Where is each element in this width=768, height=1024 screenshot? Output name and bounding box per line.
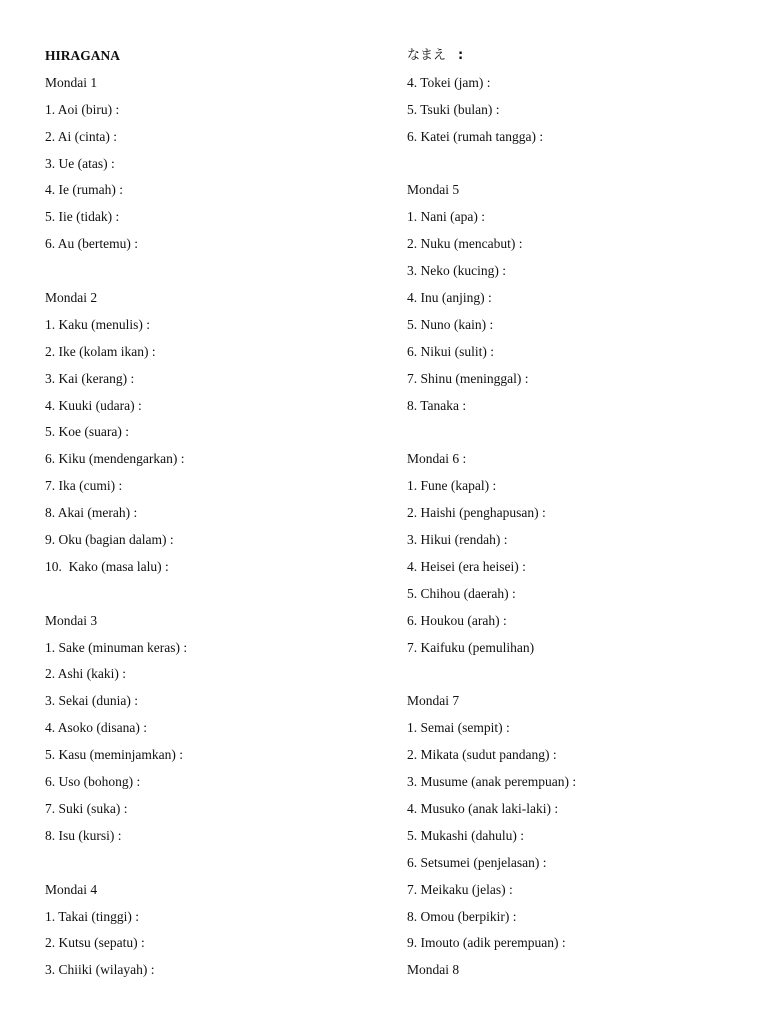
spacer [407, 661, 737, 688]
mondai-5-section [407, 177, 737, 419]
list-item: 4. Musuko (anak laki-laki) : [407, 800, 559, 816]
list-item: 2. Ai (cinta) : [45, 128, 117, 144]
list-item: 2. Kutsu (sepatu) : [45, 935, 145, 951]
list-item: 2. Ashi (kaki) : [45, 666, 126, 682]
list-item: 6. Setsumei (penjelasan) : [407, 854, 547, 870]
mondai-2-section [45, 285, 375, 581]
list-item: 3. Neko (kucing) : [407, 263, 506, 279]
spacer [45, 850, 375, 877]
list-item: 5. Chihou (daerah) : [407, 585, 516, 601]
list-item: 1. Aoi (biru) : [45, 101, 120, 117]
list-item: 4. Asoko (disana) : [45, 720, 147, 736]
list-item: 6. Nikui (sulit) : [407, 343, 494, 359]
list-item: 4. Tokei (jam) : [407, 74, 491, 90]
mondai-2-heading: Mondai 2 [45, 290, 98, 306]
mondai-7-section [407, 688, 737, 957]
list-item: 8. Omou (berpikir) : [407, 908, 517, 924]
list-item: 5. Kasu (meminjamkan) : [45, 747, 183, 763]
list-item: 6. Au (bertemu) : [45, 236, 138, 252]
list-item: 7. Ika (cumi) : [45, 478, 123, 494]
list-item: 2. Ike (kolam ikan) : [45, 343, 156, 359]
list-item: 1. Nani (apa) : [407, 209, 485, 225]
mondai-8-section [407, 957, 737, 984]
list-item: 10. Kako (masa lalu) : [45, 558, 169, 574]
list-item: 3. Kai (kerang) : [45, 370, 135, 386]
list-item: 8. Tanaka : [407, 397, 467, 413]
list-item: 3. Hikui (rendah) : [407, 532, 508, 548]
list-item: 2. Mikata (sudut pandang) : [407, 747, 557, 763]
list-item: 4. Inu (anjing) : [407, 290, 492, 306]
mondai-1-heading: Mondai 1 [45, 74, 98, 90]
list-item: 7. Suki (suka) : [45, 800, 128, 816]
list-item: 3. Chiiki (wilayah) : [45, 962, 155, 978]
list-item: 4. Ie (rumah) : [45, 182, 123, 198]
list-item: 8. Akai (merah) : [45, 505, 138, 521]
mondai-6-section [407, 446, 737, 661]
left-column [45, 43, 375, 984]
list-item: 6. Uso (bohong) : [45, 774, 141, 790]
list-item: 9. Oku (bagian dalam) : [45, 532, 174, 548]
spacer [45, 258, 375, 285]
list-item: 1. Semai (sempit) : [407, 720, 510, 736]
spacer [45, 581, 375, 608]
list-item: 5. Koe (suara) : [45, 424, 129, 440]
page-title: HIRAGANA [45, 48, 121, 63]
list-item: 7. Shinu (meninggal) : [407, 370, 529, 386]
list-item: 5. Mukashi (dahulu) : [407, 827, 524, 843]
list-item: 5. Nuno (kain) : [407, 316, 494, 332]
list-item: 7. Kaifuku (pemulihan) [407, 639, 535, 655]
name-label: なまえ [407, 48, 447, 63]
list-item: 5. Iie (tidak) : [45, 209, 120, 225]
mondai-4-section [45, 877, 375, 985]
mondai-4-continued-section [407, 70, 737, 151]
list-item: 6. Houkou (arah) : [407, 612, 507, 628]
mondai-3-heading: Mondai 3 [45, 612, 98, 628]
right-column [407, 43, 737, 984]
spacer [407, 151, 737, 178]
list-item: 2. Haishi (penghapusan) : [407, 505, 546, 521]
list-item: 1. Fune (kapal) : [407, 478, 497, 494]
mondai-8-heading: Mondai 8 [407, 962, 460, 978]
list-item: 1. Kaku (menulis) : [45, 316, 150, 332]
name-colon: : [458, 48, 464, 63]
mondai-4-heading: Mondai 4 [45, 881, 98, 897]
mondai-6-heading: Mondai 6 : [407, 451, 467, 467]
list-item: 5. Tsuki (bulan) : [407, 101, 500, 117]
list-item: 8. Isu (kursi) : [45, 827, 122, 843]
list-item: 3. Musume (anak perempuan) : [407, 774, 577, 790]
mondai-1-section [45, 70, 375, 258]
list-item: 3. Ue (atas) : [45, 155, 115, 171]
list-item: 9. Imouto (adik perempuan) : [407, 935, 566, 951]
list-item: 4. Heisei (era heisei) : [407, 558, 526, 574]
list-item: 7. Meikaku (jelas) : [407, 881, 513, 897]
list-item: 2. Nuku (mencabut) : [407, 236, 523, 252]
list-item: 1. Sake (minuman keras) : [45, 639, 188, 655]
mondai-5-heading: Mondai 5 [407, 182, 460, 198]
mondai-3-section [45, 608, 375, 850]
list-item: 3. Sekai (dunia) : [45, 693, 138, 709]
spacer [407, 419, 737, 446]
list-item: 4. Kuuki (udara) : [45, 397, 142, 413]
list-item: 6. Katei (rumah tangga) : [407, 128, 544, 144]
mondai-7-heading: Mondai 7 [407, 693, 460, 709]
list-item: 6. Kiku (mendengarkan) : [45, 451, 185, 467]
list-item: 1. Takai (tinggi) : [45, 908, 140, 924]
name-field [407, 43, 737, 70]
